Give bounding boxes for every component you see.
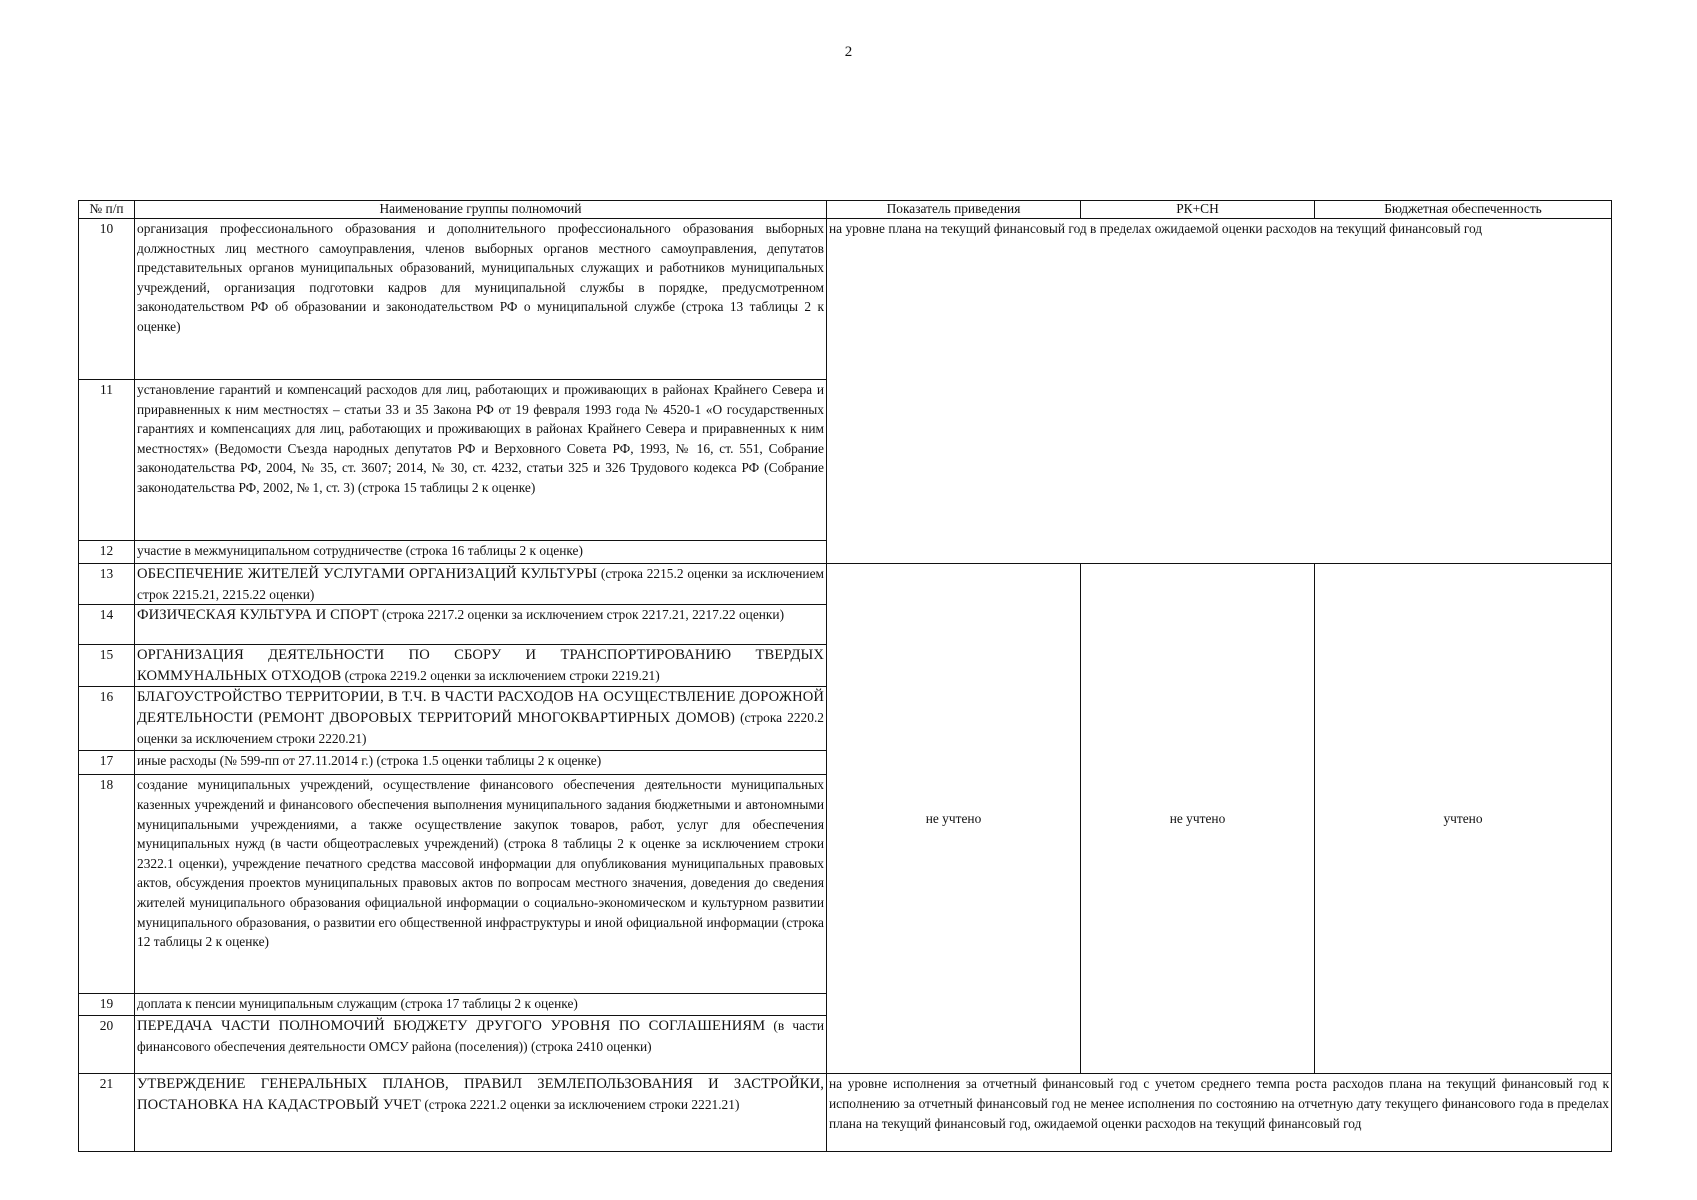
- header-indicator: Показатель приведения: [827, 201, 1081, 219]
- row-number: 13: [79, 564, 135, 605]
- authorities-table: [78, 200, 1612, 1152]
- table-row: [79, 1074, 1612, 1152]
- row-name: иные расходы (№ 599-пп от 27.11.2014 г.) (строка 1.5 оценки таблицы 2 к оценке): [135, 751, 827, 775]
- row-name: доплата к пенсии муниципальным служащим (строка 17 таблицы 2 к оценке): [135, 994, 827, 1016]
- row-name: организация профессионального образования и дополнительного профессионального образования выборных должностных лиц местного самоуправления, членов выборных органов местного самоуправления, депутатов представительных органов муниципальных образований, муниципальных служащих и работников муниципальных учреждений, организация подготовки кадров для муниципальной службы в порядке, предусмотренном законодательством РФ об образовании и законодательством РФ о муниципальной службе (строка 13 таблицы 2 к оценке): [135, 219, 827, 380]
- indicator-rows-13-20: не учтено: [827, 564, 1081, 1074]
- header-num: № п/п: [79, 201, 135, 219]
- row-number: 14: [79, 605, 135, 645]
- row-name: участие в межмуниципальном сотрудничестве (строка 16 таблицы 2 к оценке): [135, 541, 827, 564]
- row-number: 10: [79, 219, 135, 380]
- row-number: 19: [79, 994, 135, 1016]
- header-name: Наименование группы полномочий: [135, 201, 827, 219]
- row-name: создание муниципальных учреждений, осуществление финансового обеспечения деятельности муниципальных казенных учреждений и финансового обеспечения выполнения муниципального задания бюджетными и автономными муниципальными учреждениями, а также осуществление закупок товаров, работ, услуг для обеспечения муниципальных нужд (в части общеотраслевых учреждений) (строка 8 таблицы 2 к оценке за исключением строки 2322.1 оценки), учреждение печатного средства массовой информации для опубликования муниципальных правовых актов, обсуждения проектов муниципальных правовых актов по вопросам местного значения, доведения до сведения жителей муниципального образования официальной информации о социально-экономическом и культурном развитии муниципального образования, о развитии его общественной инфраструктуры и иной официальной информации (строка 12 таблицы 2 к оценке): [135, 775, 827, 994]
- row-name-rest: (строка 2220.2 оценки за исключением строки 2220.21): [137, 709, 824, 746]
- row-name-caps: ОБЕСПЕЧЕНИЕ ЖИТЕЛЕЙ УСЛУГАМИ ОРГАНИЗАЦИЙ КУЛЬТУРЫ: [137, 566, 598, 582]
- header-rk-sn: РК+СН: [1081, 201, 1315, 219]
- row-name-rest: (в части финансового обеспечения деятельности ОМСУ района (поселения)) (строка 2410 оценки): [137, 1018, 824, 1054]
- row-number: 18: [79, 775, 135, 994]
- row-number: 21: [79, 1074, 135, 1152]
- merged-indicator-rows-10-12: на уровне плана на текущий финансовый год в пределах ожидаемой оценки расходов на текущий финансовый год: [827, 219, 1612, 564]
- row-number: 17: [79, 751, 135, 775]
- row-name: установление гарантий и компенсаций расходов для лиц, работающих и проживающих в районах Крайнего Севера и приравненных к ним местностях – статьи 33 и 35 Закона РФ от 19 февраля 1993 года № 4520-1 «О государственных гарантиях и компенсациях для лиц, работающих и проживающих в районах Крайнего Севера и приравненных к ним местностях» (Ведомости Съезда народных депутатов РФ и Верховного Совета РФ, 1993, № 16, ст. 551, Собрание законодательства РФ, 2004, № 35, ст. 3607; 2014, № 30, ст. 4232, статьи 325 и 326 Трудового кодекса РФ (Собрание законодательства РФ, 2002, № 1, ст. 3) (строка 15 таблицы 2 к оценке): [135, 380, 827, 541]
- row-number: 20: [79, 1016, 135, 1074]
- header-budget: Бюджетная обеспеченность: [1315, 201, 1612, 219]
- table-row: [79, 219, 1612, 380]
- row-number: 15: [79, 645, 135, 687]
- row-name-rest: (строка 2219.2 оценки за исключением строки 2219.21): [341, 667, 660, 683]
- row-name-rest: (строка 2217.2 оценки за исключением строк 2217.21, 2217.22 оценки): [378, 607, 785, 623]
- row-name-caps: ПЕРЕДАЧА ЧАСТИ ПОЛНОМОЧИЙ БЮДЖЕТУ ДРУГОГО УРОВНЯ ПО СОГЛАШЕНИЯМ: [137, 1018, 766, 1035]
- row-number: 11: [79, 380, 135, 541]
- table-row: [79, 564, 1612, 605]
- row-name-rest: (строка 2221.2 оценки за исключением строки 2221.21): [421, 1096, 740, 1112]
- row-name: [135, 564, 827, 605]
- row-name: [135, 645, 827, 687]
- row-name: [135, 1074, 827, 1152]
- merged-indicator-row-21: на уровне исполнения за отчетный финансовый год с учетом среднего темпа роста расходов плана на текущий финансовый год к исполнению за отчетный финансовый год не менее исполнения по состоянию на отчетную дату текущего финансового года в пределах плана на текущий финансовый год, ожидаемой оценки расходов на текущий финансовый год: [827, 1074, 1612, 1152]
- row-number: 16: [79, 687, 135, 751]
- row-name: [135, 605, 827, 645]
- row-name-caps: ФИЗИЧЕСКАЯ КУЛЬТУРА И СПОРТ: [137, 607, 379, 624]
- row-name-caps: УТВЕРЖДЕНИЕ ГЕНЕРАЛЬНЫХ ПЛАНОВ, ПРАВИЛ ЗЕМЛЕПОЛЬЗОВАНИЯ И ЗАСТРОЙКИ, ПОСТАНОВКА НА КАДАСТРОВЫЙ УЧЕТ: [137, 1076, 824, 1113]
- row-name: [135, 687, 827, 751]
- rk-sn-rows-13-20: не учтено: [1081, 564, 1315, 1074]
- table-header-row: [79, 201, 1612, 219]
- row-name-caps: БЛАГОУСТРОЙСТВО ТЕРРИТОРИИ, В Т.Ч. В ЧАСТИ РАСХОДОВ НА ОСУЩЕСТВЛЕНИЕ ДОРОЖНОЙ ДЕЯТЕЛЬНОСТИ (РЕМОНТ ДВОРОВЫХ ТЕРРИТОРИЙ МНОГОКВАРТИРНЫХ ДОМОВ): [137, 689, 824, 726]
- page-number: 2: [844, 44, 853, 60]
- budget-rows-13-20: учтено: [1315, 564, 1612, 1074]
- row-name: [135, 1016, 827, 1074]
- row-name-rest: (строка 2215.2 оценки за исключением строк 2215.21, 2215.22 оценки): [137, 566, 824, 602]
- row-name-caps: ОРГАНИЗАЦИЯ ДЕЯТЕЛЬНОСТИ ПО СБОРУ И ТРАНСПОРТИРОВАНИЮ ТВЕРДЫХ КОММУНАЛЬНЫХ ОТХОДОВ: [137, 647, 824, 684]
- row-number: 12: [79, 541, 135, 564]
